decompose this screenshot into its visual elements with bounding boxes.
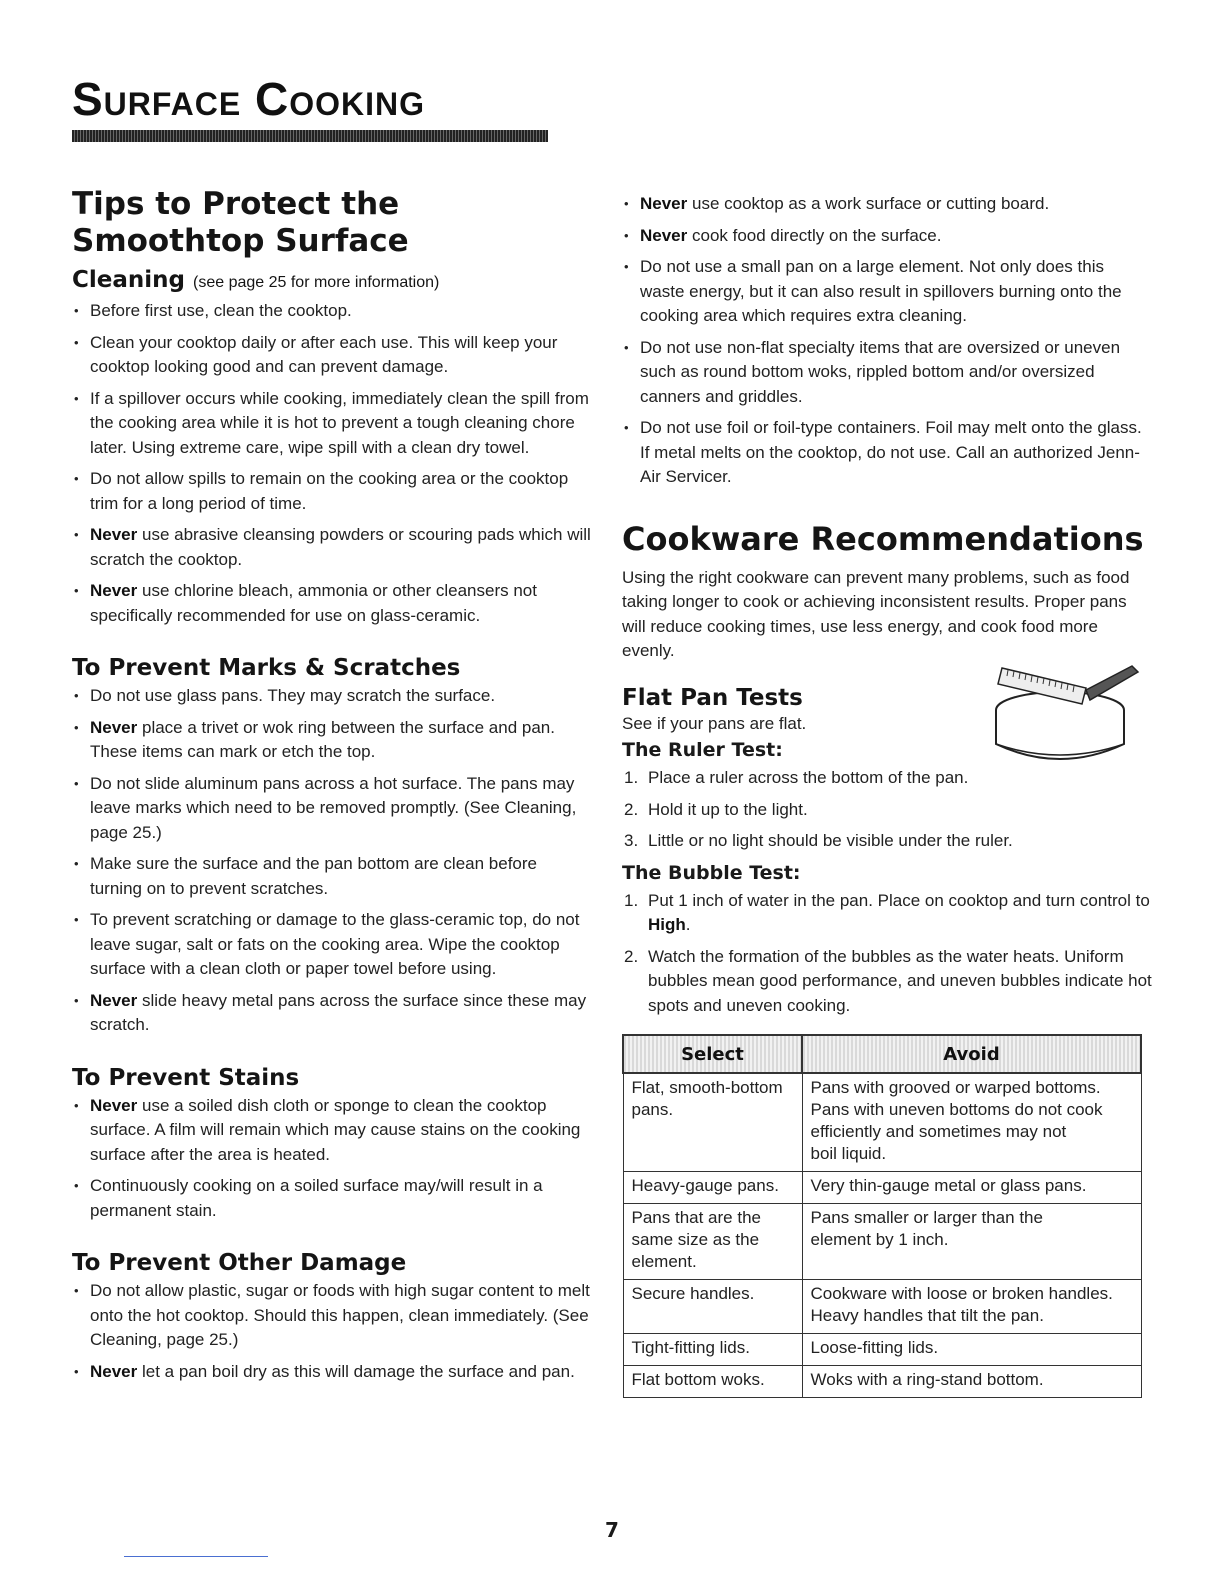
select-cell bbox=[623, 1204, 802, 1280]
emphasis: Never bbox=[640, 194, 688, 213]
step-number: 1. bbox=[624, 768, 639, 787]
damage-list bbox=[72, 1279, 592, 1384]
avoid-cell-line: element by 1 inch. bbox=[810, 1230, 949, 1249]
step-item bbox=[622, 798, 1152, 823]
list-item bbox=[622, 224, 1152, 249]
page-number: 7 bbox=[605, 1518, 619, 1542]
emphasis: Never bbox=[90, 990, 138, 1010]
cookware-heading: Cookware Recommendations bbox=[622, 519, 1144, 558]
stains-section bbox=[72, 1064, 592, 1224]
bubble-test-steps bbox=[622, 889, 1152, 1019]
item-text: Do not allow spills to remain on the cooking area or the cooktop trim for a long period of time. bbox=[90, 469, 569, 513]
avoid-cell bbox=[802, 1204, 1141, 1280]
avoid-cell bbox=[802, 1280, 1141, 1334]
cookware-table-body bbox=[623, 1073, 1141, 1398]
table-row bbox=[623, 1366, 1141, 1398]
list-item bbox=[72, 852, 592, 901]
select-cell-line: Heavy-gauge pans. bbox=[631, 1176, 779, 1195]
list-item bbox=[72, 716, 592, 765]
emphasis: Never bbox=[90, 717, 138, 737]
cookware-table bbox=[622, 1034, 1142, 1398]
table-row bbox=[623, 1334, 1141, 1366]
table-row bbox=[623, 1172, 1141, 1204]
avoid-cell-line: boil liquid. bbox=[810, 1144, 887, 1163]
protect-list-continued bbox=[622, 192, 1152, 490]
select-cell bbox=[623, 1280, 802, 1334]
page-title: Surface Cooking bbox=[72, 73, 426, 125]
avoid-cell-line: Woks with a ring-stand bottom. bbox=[810, 1370, 1044, 1389]
item-text: let a pan boil dry as this will damage the surface and pan. bbox=[137, 1361, 575, 1381]
damage-section bbox=[72, 1249, 592, 1384]
list-item bbox=[72, 387, 592, 461]
avoid-cell-line: Pans with grooved or warped bottoms. bbox=[810, 1078, 1101, 1097]
item-text: Make sure the surface and the pan bottom are clean before turning on to prevent scratches. bbox=[90, 854, 537, 898]
list-item bbox=[72, 523, 592, 572]
list-item bbox=[72, 1174, 592, 1223]
item-text: place a trivet or wok ring between the surface and pan. These items can mark or etch the top. bbox=[90, 717, 555, 761]
step-item bbox=[622, 766, 1152, 791]
damage-heading: To Prevent Other Damage bbox=[72, 1250, 407, 1276]
bubble-test-heading: The Bubble Test: bbox=[622, 861, 801, 884]
ruler-test-heading: The Ruler Test: bbox=[622, 739, 783, 761]
table-row bbox=[623, 1280, 1141, 1334]
item-text: To prevent scratching or damage to the glass-ceramic top, do not leave sugar, salt or fats on the cooking area. Wipe the cooktop surface with a clean cloth or paper towel before using. bbox=[90, 910, 580, 978]
item-text: cook food directly on the surface. bbox=[687, 225, 942, 245]
cleaning-heading bbox=[72, 266, 592, 297]
item-text: Do not allow plastic, sugar or foods with high sugar content to melt onto the hot cooktop. Should this happen, clean immediately. (See Cleaning, page 25.) bbox=[90, 1281, 590, 1349]
marks-section bbox=[72, 654, 592, 1038]
pan-with-ruler-icon bbox=[982, 660, 1144, 776]
select-cell bbox=[623, 1172, 802, 1204]
cleaning-list bbox=[72, 299, 592, 628]
select-cell-line: Secure handles. bbox=[631, 1284, 755, 1303]
step-item bbox=[622, 889, 1152, 938]
list-item bbox=[72, 684, 592, 709]
item-text: Do not use glass pans. They may scratch the surface. bbox=[90, 686, 496, 705]
avoid-cell bbox=[802, 1073, 1141, 1172]
select-cell bbox=[623, 1073, 802, 1172]
table-row bbox=[623, 1073, 1141, 1172]
item-text: use a soiled dish cloth or sponge to clean the cooktop surface. A film will remain which may cause stains on the cooking surface after the area is heated. bbox=[90, 1095, 581, 1164]
list-item bbox=[72, 331, 592, 380]
cookware-table-header bbox=[623, 1035, 1141, 1073]
select-cell bbox=[623, 1366, 802, 1398]
flat-pan-heading: Flat Pan Tests bbox=[622, 684, 803, 711]
avoid-cell bbox=[802, 1172, 1141, 1204]
avoid-cell-line: efficiently and sometimes may not bbox=[810, 1122, 1067, 1141]
avoid-cell-line: Cookware with loose or broken handles. bbox=[810, 1284, 1113, 1303]
tips-heading bbox=[72, 186, 592, 260]
step-number: 2. bbox=[624, 799, 639, 819]
left-column bbox=[72, 186, 592, 1391]
select-cell bbox=[623, 1334, 802, 1366]
select-cell-line: Pans that are the bbox=[631, 1208, 761, 1227]
step-number: 3. bbox=[624, 831, 639, 850]
item-text: Do not use foil or foil-type containers. Foil may melt onto the glass. If metal melts on the cooktop, do not use. Call an authorized Jenn-Air Servicer. bbox=[640, 418, 1142, 486]
list-item bbox=[72, 989, 592, 1038]
ruler-test-steps bbox=[622, 766, 1152, 854]
avoid-cell-line: Loose-fitting lids. bbox=[810, 1338, 939, 1357]
list-item bbox=[72, 299, 592, 324]
stains-heading: To Prevent Stains bbox=[72, 1064, 300, 1091]
step-item bbox=[622, 945, 1152, 1019]
item-text: Little or no light should be visible under the ruler. bbox=[648, 831, 1013, 850]
cleaning-note: (see page 25 for more information) bbox=[193, 274, 440, 291]
avoid-cell bbox=[802, 1366, 1141, 1398]
avoid-cell-line: Pans with uneven bottoms do not cook bbox=[810, 1100, 1103, 1119]
select-cell-line: same size as the bbox=[631, 1230, 760, 1249]
item-text: Put 1 inch of water in the pan. Place on cooktop and turn control to bbox=[648, 890, 1150, 910]
select-column-header: Select bbox=[623, 1035, 802, 1073]
list-item bbox=[72, 579, 592, 628]
emphasis: Never bbox=[90, 525, 138, 544]
list-item bbox=[622, 416, 1152, 490]
step-number: 1. bbox=[624, 890, 639, 910]
list-item bbox=[72, 1279, 592, 1353]
stains-list bbox=[72, 1094, 592, 1224]
avoid-column-header: Avoid bbox=[802, 1035, 1141, 1073]
item-text: Place a ruler across the bottom of the pan. bbox=[648, 768, 969, 787]
cleaning-title: Cleaning bbox=[72, 267, 185, 293]
item-text: Hold it up to the light. bbox=[648, 799, 808, 819]
emphasis: Never bbox=[640, 225, 688, 245]
item-text: Do not slide aluminum pans across a hot surface. The pans may leave marks which need to be removed promptly. (See Cleaning, page 25.) bbox=[90, 773, 577, 842]
item-text: use cooktop as a work surface or cutting board. bbox=[687, 194, 1050, 213]
select-cell-line: Tight-fitting lids. bbox=[631, 1338, 750, 1357]
item-text: Continuously cooking on a soiled surface may/will result in a permanent stain. bbox=[90, 1176, 543, 1220]
tips-heading-line1: Tips to Protect the bbox=[72, 186, 400, 222]
step-number: 2. bbox=[624, 946, 639, 966]
emphasis: Never bbox=[90, 1095, 138, 1115]
list-item bbox=[72, 908, 592, 982]
item-text: Watch the formation of the bubbles as the water heats. Uniform bubbles mean good performance, and uneven bubbles indicate hot spots and uneven cooking. bbox=[648, 946, 1152, 1015]
avoid-cell bbox=[802, 1334, 1141, 1366]
tips-heading-line2: Smoothtop Surface bbox=[72, 223, 409, 259]
select-cell-line: element. bbox=[631, 1252, 697, 1271]
flat-pan-intro: See if your pans are flat. bbox=[622, 713, 807, 733]
list-item bbox=[72, 1360, 592, 1385]
list-item bbox=[72, 772, 592, 846]
item-text: use chlorine bleach, ammonia or other cleansers not specifically recommended for use on glass-ceramic. bbox=[90, 581, 537, 625]
avoid-cell-line: Pans smaller or larger than the bbox=[810, 1208, 1043, 1227]
title-rule bbox=[72, 130, 548, 142]
marks-heading: To Prevent Marks & Scratches bbox=[72, 655, 461, 681]
right-column bbox=[622, 190, 1152, 1398]
item-text: use abrasive cleansing powders or scouring pads which will scratch the cooktop. bbox=[90, 525, 591, 569]
item-text-after: . bbox=[685, 915, 691, 934]
marks-list bbox=[72, 684, 592, 1038]
item-text: If a spillover occurs while cooking, immediately clean the spill from the cooking area while it is hot to prevent a tough cleaning chore later. Using extreme care, wipe spill with a clean dry towel. bbox=[90, 388, 589, 457]
list-item bbox=[72, 1094, 592, 1168]
list-item bbox=[72, 467, 592, 516]
avoid-cell-line: Heavy handles that tilt the pan. bbox=[810, 1306, 1044, 1325]
list-item bbox=[622, 192, 1152, 217]
emphasis-after: High bbox=[648, 915, 686, 934]
emphasis: Never bbox=[90, 1361, 138, 1381]
select-cell-line: Flat bottom woks. bbox=[631, 1370, 765, 1389]
table-row bbox=[623, 1204, 1141, 1280]
emphasis: Never bbox=[90, 581, 138, 600]
select-cell-line: pans. bbox=[631, 1100, 674, 1119]
item-text: Do not use non-flat specialty items that are oversized or uneven such as round bottom woks, rippled bottom and/or oversized canners and griddles. bbox=[640, 337, 1121, 406]
item-text: Clean your cooktop daily or after each use. This will keep your cooktop looking good and can prevent damage. bbox=[90, 332, 558, 376]
select-cell-line: Flat, smooth-bottom bbox=[631, 1078, 783, 1097]
item-text: slide heavy metal pans across the surface since these may scratch. bbox=[90, 990, 587, 1034]
avoid-cell-line: Very thin-gauge metal or glass pans. bbox=[810, 1176, 1087, 1195]
cookware-intro: Using the right cookware can prevent many problems, such as food taking longer to cook or achieving inconsistent results. Proper pans will reduce cooking times, use less energy, and cook food more evenly. bbox=[622, 567, 1130, 660]
item-text: Do not use a small pan on a large element. Not only does this waste energy, but it can also result in spillovers burning onto the cooking area which requires extra cleaning. bbox=[640, 257, 1122, 325]
list-item bbox=[622, 255, 1152, 329]
step-item bbox=[622, 829, 1152, 854]
list-item bbox=[622, 336, 1152, 410]
item-text: Before first use, clean the cooktop. bbox=[90, 301, 352, 320]
footer-rule bbox=[124, 1556, 268, 1557]
